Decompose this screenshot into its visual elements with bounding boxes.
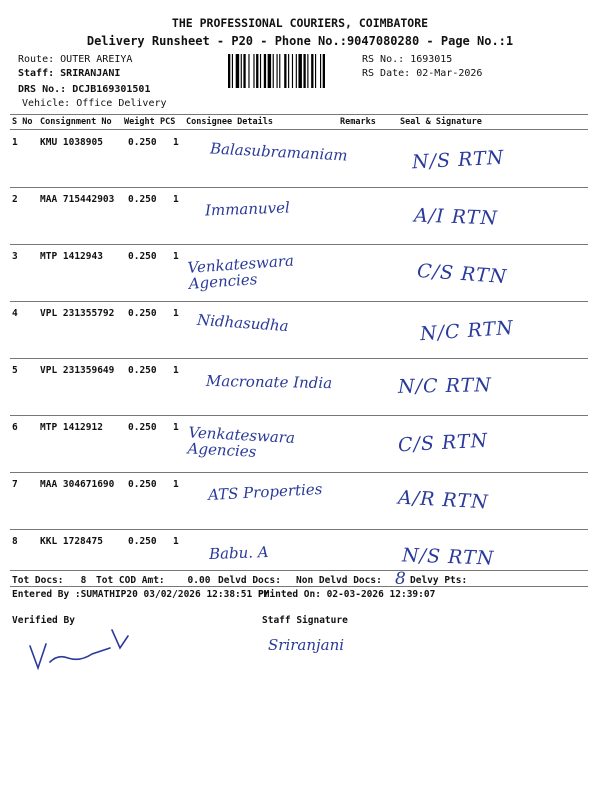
row-consignee-handwritten: Venkateswara Agencies (187, 423, 296, 461)
barcode-bar (296, 54, 297, 88)
barcode-bar (232, 54, 233, 88)
row-weight: 0.250 (128, 251, 157, 262)
barcode-bar (248, 54, 249, 88)
tot-docs: Tot Docs: 8 (12, 575, 87, 586)
row-pcs: 1 (173, 308, 179, 319)
row-seal-signature: N/S RTN (411, 146, 505, 174)
barcode-bar (228, 54, 230, 88)
barcode-bar (323, 54, 325, 88)
tot-cod: Tot COD Amt: 0.00 (96, 575, 211, 586)
row-seal-signature: C/S RTN (397, 429, 489, 457)
col-consignment: Consignment No (40, 117, 112, 127)
barcode-bar (303, 54, 305, 88)
row-sno: 8 (12, 536, 18, 547)
rs-no-line: RS No.: 1693015 (362, 54, 453, 65)
barcode-bar (298, 54, 301, 88)
barcode-bar (307, 54, 308, 88)
row-consignee-handwritten: Babu. A (208, 542, 269, 564)
row-consignee-handwritten: ATS Properties (207, 480, 323, 504)
delvy-pts: Delvy Pts: (410, 575, 468, 586)
row-pcs: 1 (173, 422, 179, 433)
row-seal-signature: N/S RTN (401, 544, 495, 570)
barcode-bar (236, 54, 239, 88)
verifier-signature-icon (24, 618, 144, 674)
row-weight: 0.250 (128, 194, 157, 205)
row-pcs: 1 (173, 536, 179, 547)
row-consignee-handwritten: Immanuvel (204, 198, 291, 220)
row-consignment-no: KMU 1038905 (40, 137, 103, 148)
row-seal-signature: A/R RTN (397, 486, 490, 514)
row-consignment-no: MAA 715442903 (40, 194, 115, 205)
row-sno: 4 (12, 308, 18, 319)
row-divider (10, 529, 588, 530)
row-weight: 0.250 (128, 479, 157, 490)
barcode-bar (320, 54, 321, 88)
row-pcs: 1 (173, 479, 179, 490)
row-divider (10, 472, 588, 473)
barcode-bar (273, 54, 274, 88)
barcode-bar (277, 54, 278, 88)
barcode-bar (241, 54, 242, 88)
row-weight: 0.250 (128, 308, 157, 319)
col-pcs: PCS (160, 117, 176, 127)
row-divider (10, 586, 588, 587)
row-divider (10, 415, 588, 416)
col-consignee: Consignee Details (186, 117, 273, 127)
barcode-bar (284, 54, 286, 88)
rs-date-line: RS Date: 02-Mar-2026 (362, 68, 483, 79)
barcode-bar (264, 54, 266, 88)
row-divider (10, 301, 588, 302)
row-sno: 7 (12, 479, 18, 490)
row-weight: 0.250 (128, 536, 157, 547)
barcode-bar (253, 54, 254, 88)
row-weight: 0.250 (128, 365, 157, 376)
barcode-bar (260, 54, 261, 88)
barcode-bar (311, 54, 313, 88)
staff-line: Staff: SRIRANJANI (18, 68, 121, 79)
row-weight: 0.250 (128, 422, 157, 433)
delvd-docs: Delvd Docs: (218, 575, 281, 586)
row-divider (10, 244, 588, 245)
verified-by-label: Verified By (12, 615, 75, 626)
row-divider (10, 358, 588, 359)
row-weight: 0.250 (128, 137, 157, 148)
vehicle-line: Vehicle: Office Delivery (22, 98, 167, 109)
barcode-bar (288, 54, 289, 88)
header-rule-bottom (10, 129, 588, 130)
barcode-bar (292, 54, 293, 88)
runsheet-subtitle: Delivery Runsheet - P20 - Phone No.:9047080280 - Page No.:1 (86, 34, 514, 48)
footer-rule (10, 570, 588, 571)
row-consignee-handwritten: Nidhasudha (196, 310, 290, 336)
col-weight: Weight (124, 117, 155, 127)
col-remarks: Remarks (340, 117, 376, 127)
row-sno: 6 (12, 422, 18, 433)
col-seal: Seal & Signature (400, 117, 482, 127)
barcode-icon (228, 54, 358, 88)
row-consignment-no: VPL 231359649 (40, 365, 115, 376)
drs-line: DRS No.: DCJB169301501 (18, 84, 151, 95)
barcode-bar (256, 54, 258, 88)
row-sno: 2 (12, 194, 18, 205)
barcode-bar (268, 54, 271, 88)
header-rule-top (10, 114, 588, 115)
row-consignment-no: KKL 1728475 (40, 536, 103, 547)
row-sno: 1 (12, 137, 18, 148)
non-delvd-count: 8 (395, 569, 406, 589)
row-sno: 5 (12, 365, 18, 376)
row-seal-signature: N/C RTN (397, 374, 493, 398)
row-sno: 3 (12, 251, 18, 262)
row-pcs: 1 (173, 365, 179, 376)
row-consignee-handwritten: Venkateswara Agencies (186, 251, 295, 293)
route-line: Route: OUTER AREIYA (18, 54, 133, 65)
entered-by: Entered By :SUMATHIP20 03/02/2026 12:38:51 PM (12, 589, 270, 600)
row-pcs: 1 (173, 194, 179, 205)
row-seal-signature: N/C RTN (419, 316, 515, 346)
company-title: THE PROFESSIONAL COURIERS, COIMBATORE (171, 16, 429, 30)
staff-signature-label: Staff Signature (262, 615, 348, 626)
row-seal-signature: C/S RTN (416, 259, 508, 289)
row-consignment-no: MAA 304671690 (40, 479, 115, 490)
non-delvd-docs: Non Delvd Docs: (296, 575, 382, 586)
row-consignment-no: MTP 1412943 (40, 251, 103, 262)
col-sno: S No (12, 117, 33, 127)
row-seal-signature: A/I RTN (413, 204, 499, 230)
row-pcs: 1 (173, 251, 179, 262)
printed-on: Printed On: 02-03-2026 12:39:07 (258, 589, 436, 600)
row-consignment-no: MTP 1412912 (40, 422, 103, 433)
barcode-bar (315, 54, 316, 88)
barcode-bar (279, 54, 280, 88)
staff-signature: Sriranjani (268, 636, 345, 654)
row-consignment-no: VPL 231355792 (40, 308, 115, 319)
row-divider (10, 187, 588, 188)
row-consignee-handwritten: Balasubramaniam (209, 139, 348, 165)
barcode-bar (243, 54, 245, 88)
row-pcs: 1 (173, 137, 179, 148)
row-consignee-handwritten: Macronate India (205, 371, 333, 393)
